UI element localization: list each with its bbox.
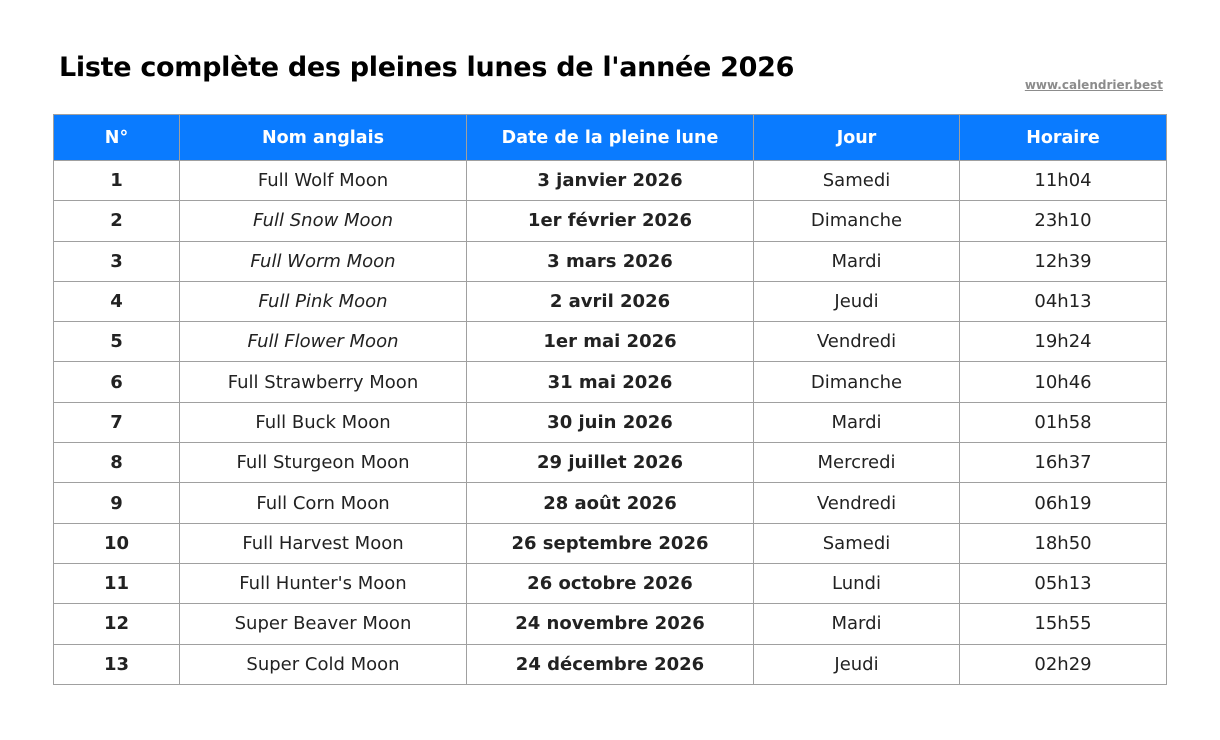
table-row: [54, 281, 1167, 321]
cell-english-name: Full Sturgeon Moon: [180, 443, 467, 483]
cell-time: 11h04: [960, 161, 1167, 201]
cell-date: 26 octobre 2026: [467, 563, 754, 603]
cell-time: 04h13: [960, 281, 1167, 321]
cell-date: 29 juillet 2026: [467, 443, 754, 483]
table-row: [54, 402, 1167, 442]
cell-time: 23h10: [960, 201, 1167, 241]
cell-english-name: Full Hunter's Moon: [180, 563, 467, 603]
cell-english-name: Full Pink Moon: [180, 281, 467, 321]
cell-number: 3: [54, 241, 180, 281]
cell-date: 31 mai 2026: [467, 362, 754, 402]
cell-number: 7: [54, 402, 180, 442]
cell-date: 30 juin 2026: [467, 402, 754, 442]
cell-day: Jeudi: [754, 644, 960, 684]
cell-number: 6: [54, 362, 180, 402]
cell-english-name: Full Strawberry Moon: [180, 362, 467, 402]
cell-day: Dimanche: [754, 362, 960, 402]
full-moons-table: [53, 114, 1167, 685]
cell-date: 1er mai 2026: [467, 322, 754, 362]
column-header-time: Horaire: [960, 115, 1167, 161]
table-row: [54, 644, 1167, 684]
cell-date: 1er février 2026: [467, 201, 754, 241]
table-row: [54, 523, 1167, 563]
cell-number: 1: [54, 161, 180, 201]
cell-day: Mardi: [754, 604, 960, 644]
cell-date: 3 mars 2026: [467, 241, 754, 281]
column-header-english-name: Nom anglais: [180, 115, 467, 161]
cell-english-name: Super Beaver Moon: [180, 604, 467, 644]
cell-number: 2: [54, 201, 180, 241]
table-row: [54, 241, 1167, 281]
cell-date: 28 août 2026: [467, 483, 754, 523]
cell-date: 26 septembre 2026: [467, 523, 754, 563]
cell-day: Mardi: [754, 241, 960, 281]
column-header-date: Date de la pleine lune: [467, 115, 754, 161]
cell-time: 19h24: [960, 322, 1167, 362]
cell-english-name: Full Worm Moon: [180, 241, 467, 281]
cell-number: 5: [54, 322, 180, 362]
cell-time: 12h39: [960, 241, 1167, 281]
table-row: [54, 443, 1167, 483]
table-header-row: [54, 115, 1167, 161]
cell-number: 9: [54, 483, 180, 523]
cell-day: Lundi: [754, 563, 960, 603]
cell-day: Vendredi: [754, 322, 960, 362]
cell-time: 10h46: [960, 362, 1167, 402]
cell-english-name: Full Corn Moon: [180, 483, 467, 523]
cell-day: Samedi: [754, 161, 960, 201]
cell-day: Mardi: [754, 402, 960, 442]
cell-english-name: Full Flower Moon: [180, 322, 467, 362]
cell-time: 02h29: [960, 644, 1167, 684]
table-row: [54, 161, 1167, 201]
cell-number: 11: [54, 563, 180, 603]
table-row: [54, 201, 1167, 241]
cell-number: 10: [54, 523, 180, 563]
cell-number: 13: [54, 644, 180, 684]
cell-time: 06h19: [960, 483, 1167, 523]
table-row: [54, 563, 1167, 603]
column-header-day: Jour: [754, 115, 960, 161]
cell-day: Jeudi: [754, 281, 960, 321]
cell-english-name: Full Harvest Moon: [180, 523, 467, 563]
table-row: [54, 483, 1167, 523]
cell-day: Vendredi: [754, 483, 960, 523]
cell-english-name: Full Buck Moon: [180, 402, 467, 442]
table-body: [54, 161, 1167, 685]
column-header-number: N°: [54, 115, 180, 161]
cell-number: 4: [54, 281, 180, 321]
table-row: [54, 362, 1167, 402]
cell-day: Mercredi: [754, 443, 960, 483]
cell-english-name: Super Cold Moon: [180, 644, 467, 684]
cell-number: 8: [54, 443, 180, 483]
cell-number: 12: [54, 604, 180, 644]
cell-time: 18h50: [960, 523, 1167, 563]
cell-english-name: Full Wolf Moon: [180, 161, 467, 201]
site-link[interactable]: www.calendrier.best: [1024, 78, 1163, 92]
cell-date: 24 décembre 2026: [467, 644, 754, 684]
cell-time: 15h55: [960, 604, 1167, 644]
cell-day: Samedi: [754, 523, 960, 563]
table-row: [54, 604, 1167, 644]
cell-date: 2 avril 2026: [467, 281, 754, 321]
page-title: Liste complète des pleines lunes de l'année 2026: [59, 52, 795, 83]
cell-time: 16h37: [960, 443, 1167, 483]
cell-english-name: Full Snow Moon: [180, 201, 467, 241]
cell-time: 05h13: [960, 563, 1167, 603]
cell-time: 01h58: [960, 402, 1167, 442]
cell-date: 3 janvier 2026: [467, 161, 754, 201]
table-row: [54, 322, 1167, 362]
cell-day: Dimanche: [754, 201, 960, 241]
cell-date: 24 novembre 2026: [467, 604, 754, 644]
